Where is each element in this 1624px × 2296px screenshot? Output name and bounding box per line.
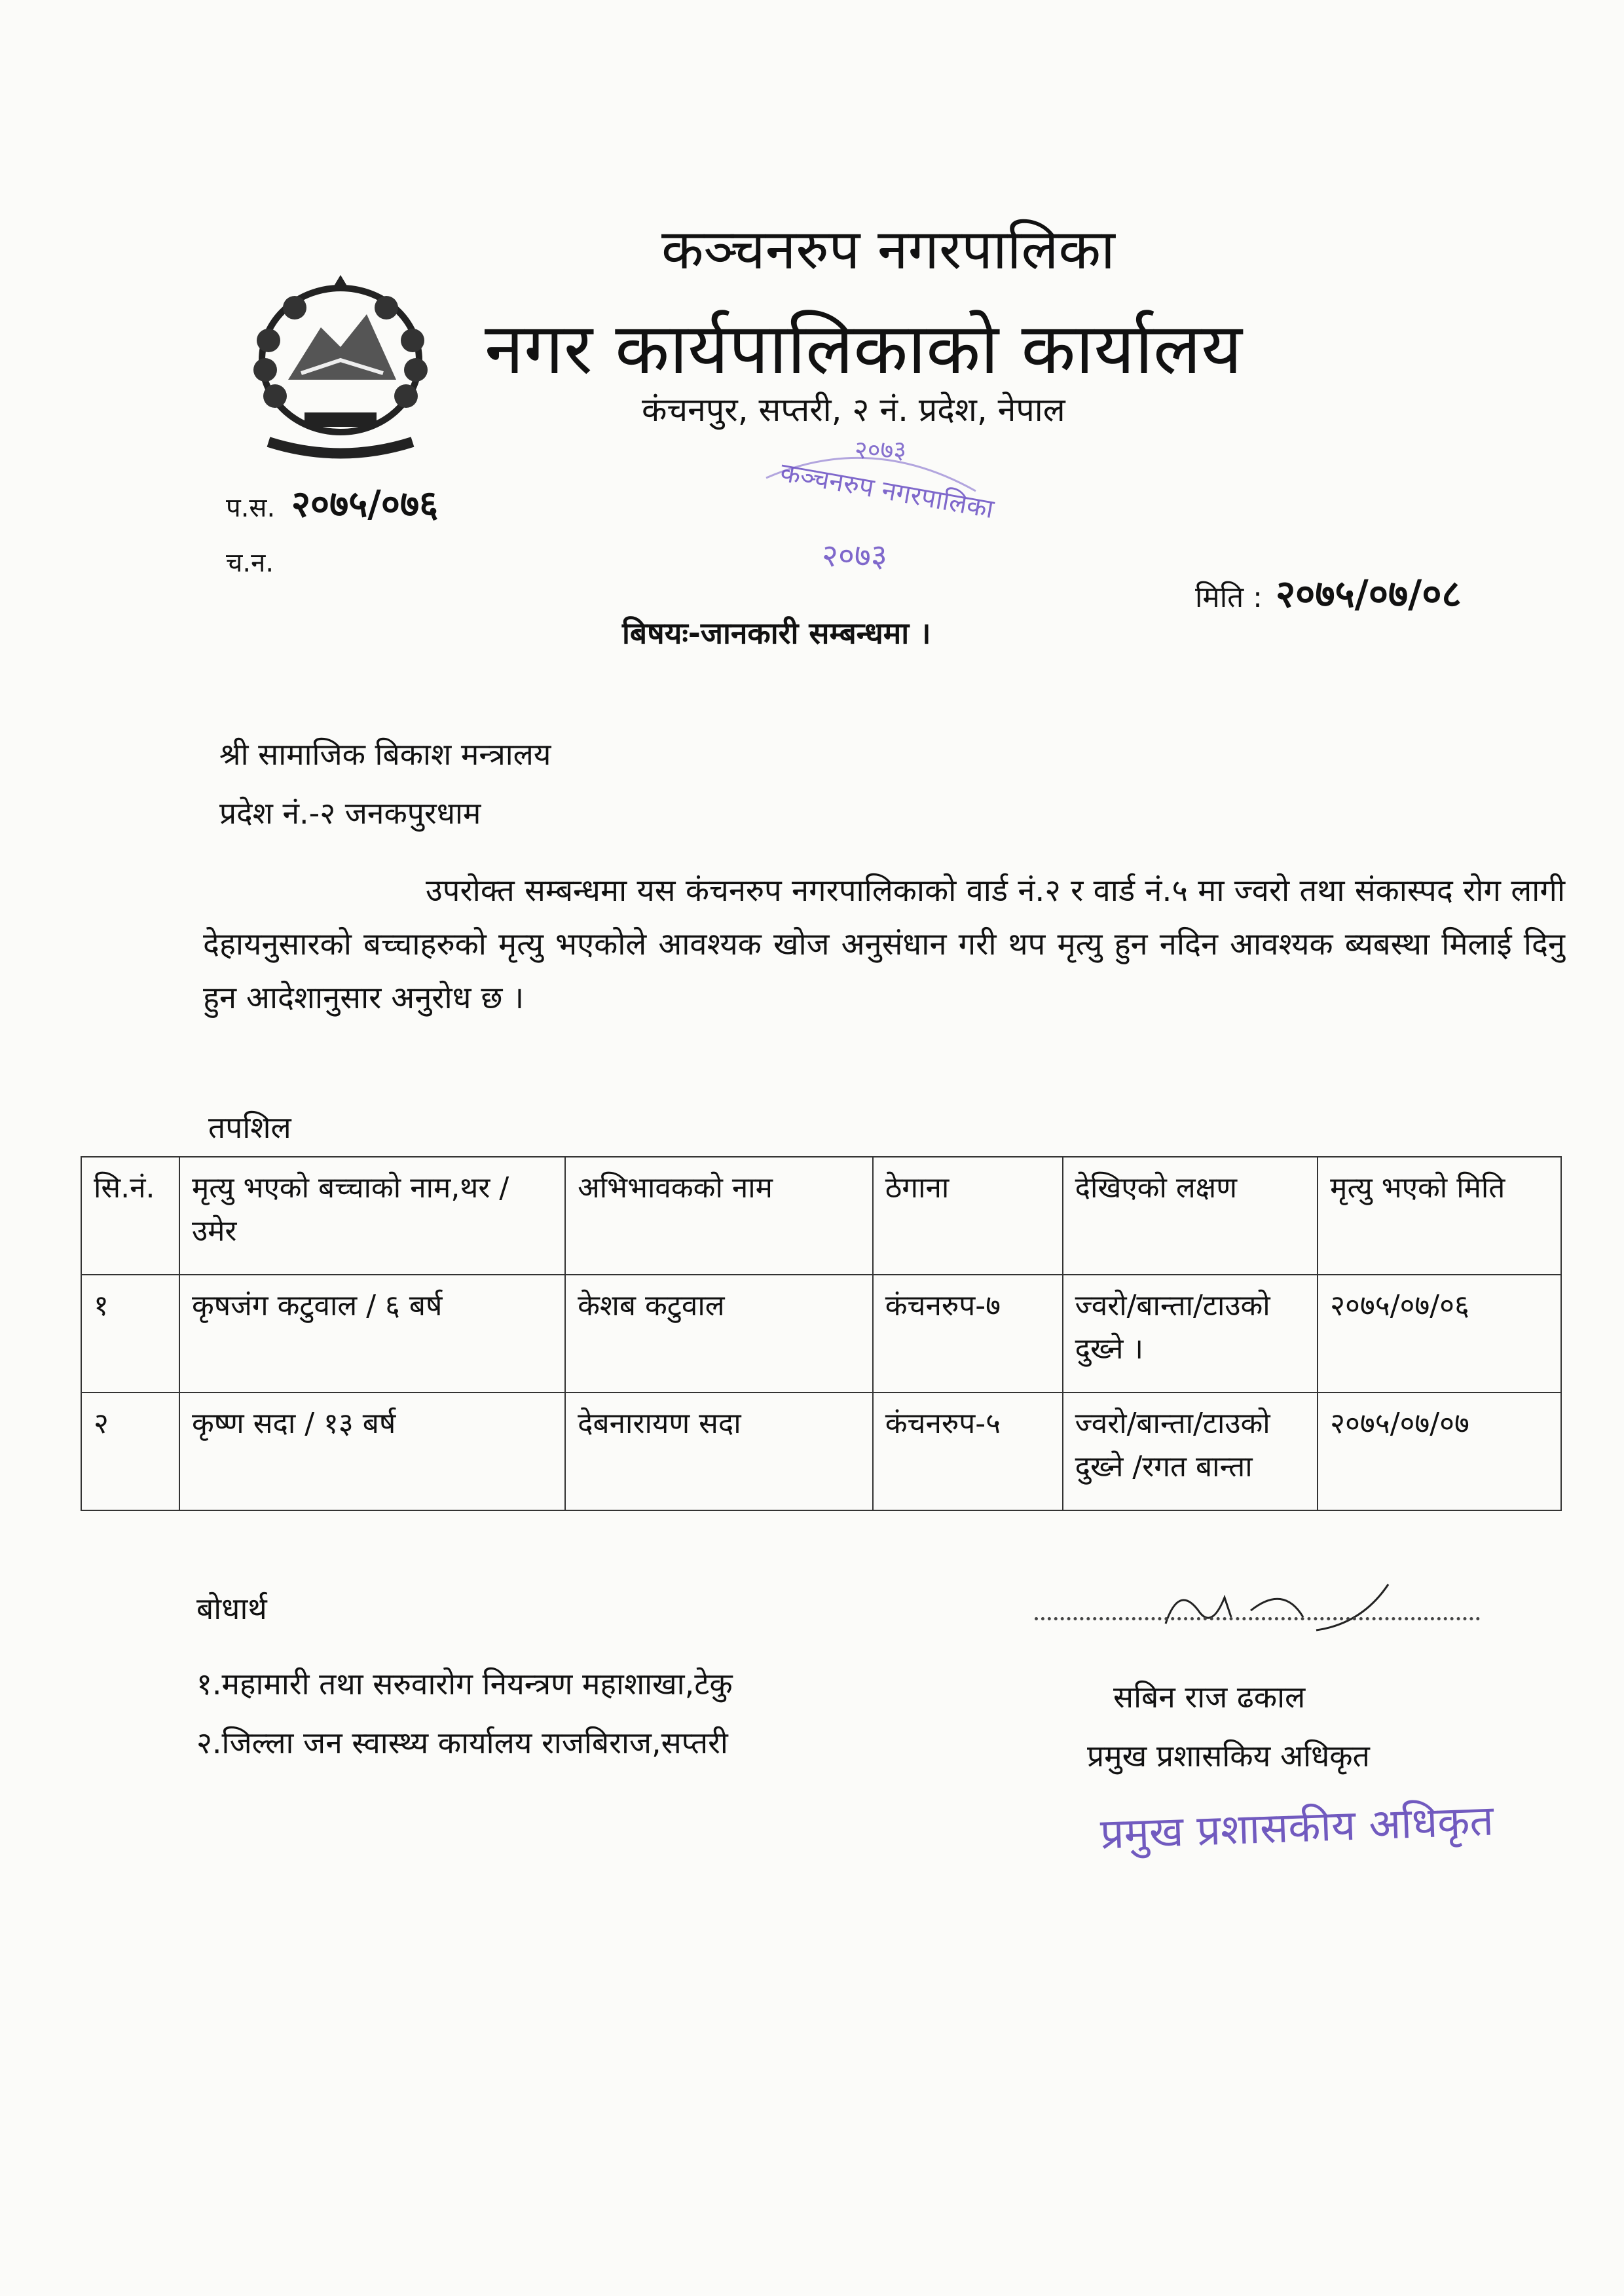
cell-symptoms: ज्वरो/बान्ता/टाउको दुख्ने /रगत बान्ता: [1063, 1393, 1318, 1510]
reference-number: [226, 478, 438, 528]
cc-item: १.महामारी तथा सरुवारोग नियन्त्रण महाशाखा,टेकु: [196, 1666, 733, 1702]
col-header-guardian: अभिभावकको नाम: [565, 1157, 873, 1275]
cell-death-date: २०७५/०७/०७: [1318, 1393, 1561, 1510]
details-title: तपशिल: [208, 1110, 291, 1145]
cc-title: बोधार्थ: [196, 1591, 267, 1626]
office-name: नगर कार्यपालिकाको कार्यालय: [485, 308, 1242, 390]
table-row: [81, 1393, 1561, 1510]
body-paragraph: उपरोक्त सम्बन्धमा यस कंचनरुप नगरपालिकाको वार्ड नं.२ र वार्ड नं.५ मा ज्वरो तथा संकास्पद रोग लागी देहायनुसारको बच्चाहरुको मृत्यु भएकोले आवश्यक खोज अनुसंधान गरी थप मृत्यु हुन नदिन आवश्यक ब्यबस्था मिलाई दिनु हुन आदेशानुसार अनुरोध छ ।: [203, 873, 1565, 1016]
letter-date: [1195, 566, 1462, 618]
organization-name: कञ्चनरुप नगरपालिका: [661, 217, 1115, 282]
col-header-death-date: मृत्यु भएको मिति: [1318, 1157, 1561, 1275]
cell-serial: २: [81, 1393, 179, 1510]
recipient-line-1: श्री सामाजिक बिकाश मन्त्रालय: [219, 737, 551, 772]
nepal-emblem-icon: [242, 262, 439, 471]
stamp-year-faint: २०७३: [855, 435, 907, 464]
cell-guardian: देबनारायण सदा: [565, 1393, 873, 1510]
date-value: २०७५/०७/०८: [1276, 572, 1462, 616]
col-header-serial: सि.नं.: [81, 1157, 179, 1275]
cell-symptoms: ज्वरो/बान्ता/टाउको दुख्ने ।: [1063, 1275, 1318, 1393]
handwritten-signature-icon: [1153, 1571, 1401, 1650]
reference-value: २०७५/०७६: [291, 483, 439, 526]
table-row: [81, 1275, 1561, 1393]
letter-subject: बिषयः-जानकारी सम्बन्धमा ।: [622, 615, 931, 651]
cell-address: कंचनरुप-७: [873, 1275, 1063, 1393]
date-label: मिति :: [1195, 581, 1263, 614]
col-header-symptoms: देखिएको लक्षण: [1063, 1157, 1318, 1275]
stamp-text: कञ्चनरुप नगरपालिका: [778, 457, 996, 525]
stamp-year: २०७३: [822, 538, 887, 574]
cell-child-name: कृष्ण सदा / १३ बर्ष: [179, 1393, 565, 1510]
recipient-line-2: प्रदेश नं.-२ जनकपुरधाम: [219, 795, 481, 831]
col-header-child-name: मृत्यु भएको बच्चाको नाम,थर / उमेर: [179, 1157, 565, 1275]
cell-address: कंचनरुप-५: [873, 1393, 1063, 1510]
officer-stamp: प्रमुख प्रशासकीय अधिकृत: [1099, 1796, 1495, 1859]
cc-item: २.जिल्ला जन स्वास्थ्य कार्यालय राजबिराज,सप्तरी: [196, 1725, 728, 1760]
office-address: कंचनपुर, सप्तरी, २ नं. प्रदेश, नेपाल: [642, 391, 1065, 429]
cell-child-name: कृषजंग कटुवाल / ६ बर्ष: [179, 1275, 565, 1393]
cell-guardian: केशब कटुवाल: [565, 1275, 873, 1393]
signer-title: प्रमुख प्रशासकिय अधिकृत: [1087, 1738, 1370, 1774]
cell-serial: १: [81, 1275, 179, 1393]
table-header-row: [81, 1157, 1561, 1275]
signature-line: [1035, 1617, 1480, 1620]
dispatch-number-label: च.न.: [226, 548, 274, 578]
signer-name: सबिन राज ढकाल: [1113, 1679, 1306, 1715]
cell-death-date: २०७५/०७/०६: [1318, 1275, 1561, 1393]
deaths-table: [81, 1156, 1562, 1511]
reference-label: प.स.: [226, 493, 276, 523]
col-header-address: ठेगाना: [873, 1157, 1063, 1275]
